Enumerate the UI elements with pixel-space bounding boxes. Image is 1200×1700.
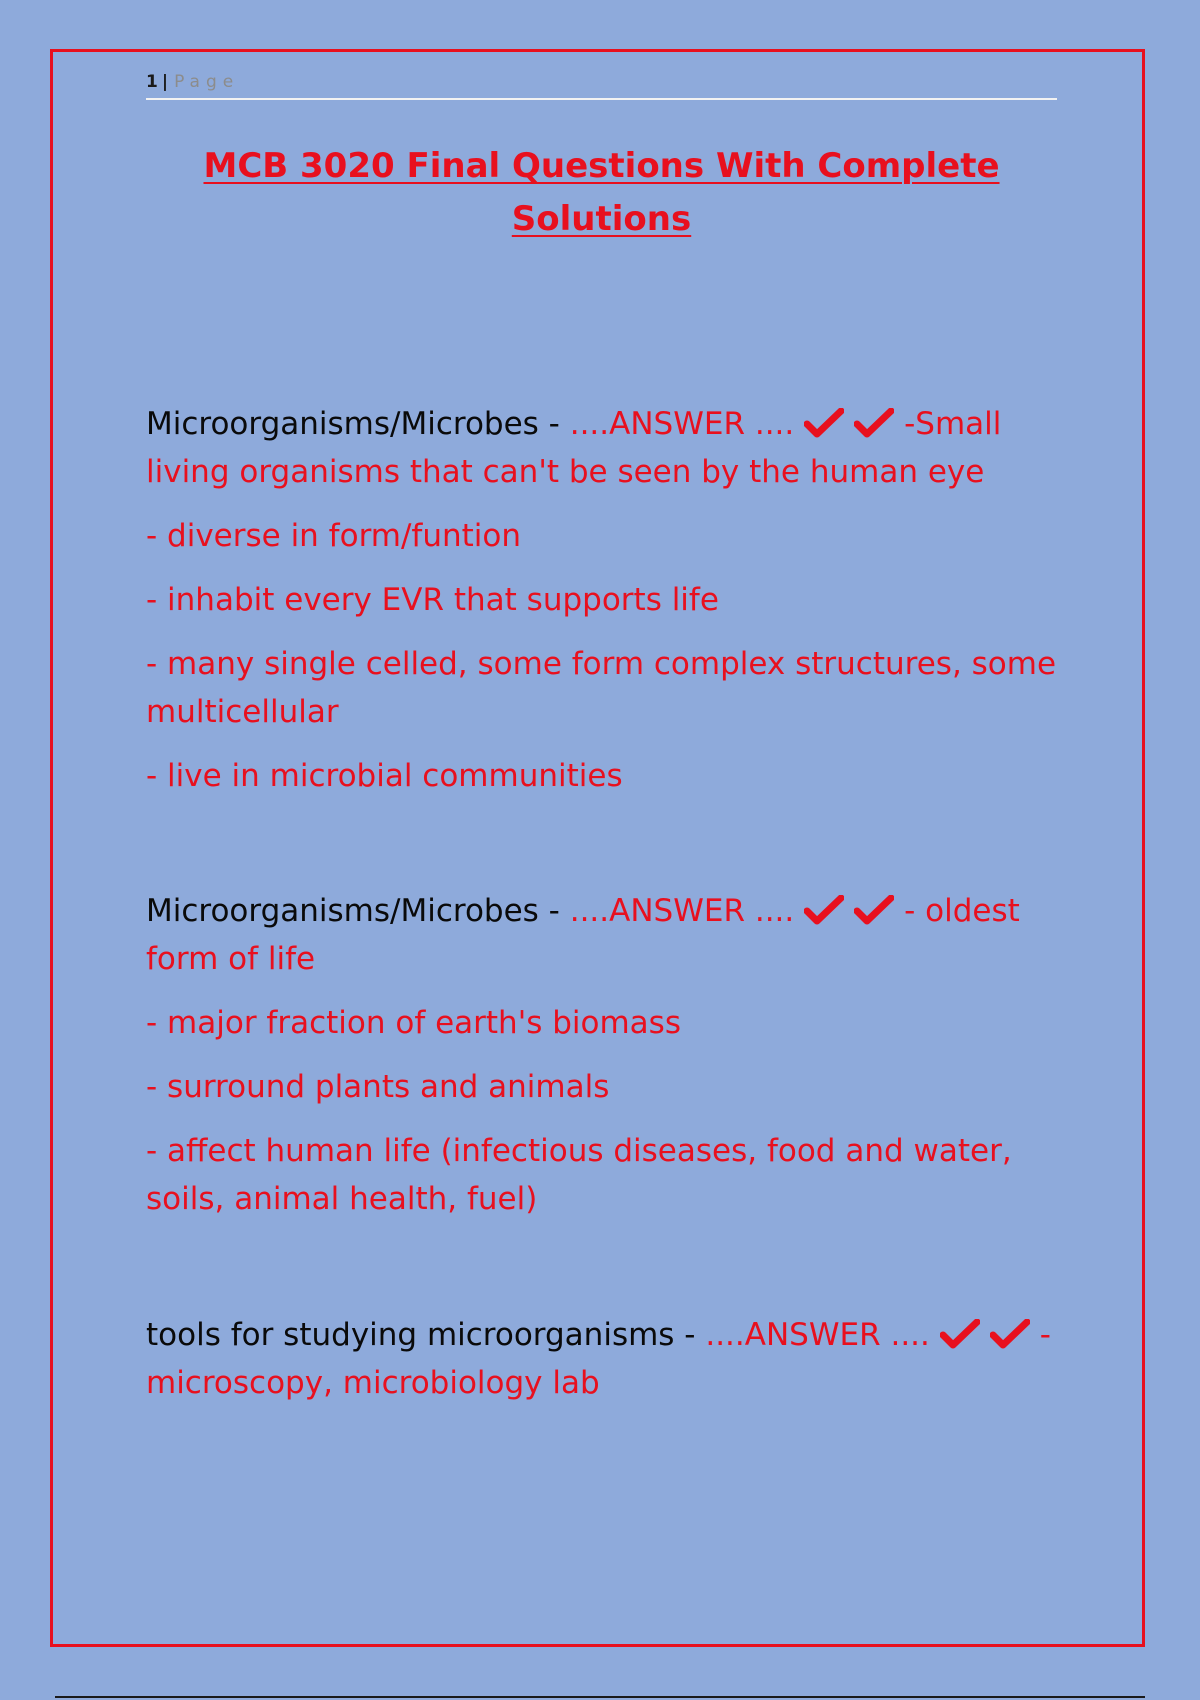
page-number: 1 [146, 72, 160, 92]
title-line-2: Solutions [511, 199, 692, 239]
answer-point: - live in microbial communities [146, 758, 623, 794]
answer-point: - diverse in form/funtion [146, 518, 521, 554]
title-line-1: MCB 3020 Final Questions With Complete [203, 146, 1000, 186]
answer-point: - surround plants and animals [146, 1069, 610, 1105]
checkmark-icon [854, 895, 894, 925]
answer-text: -Small living organisms that can't be seen by the human eye [146, 406, 1002, 490]
answer-point: - many single celled, some form complex structures, some multicellular [146, 646, 1057, 730]
qa-line [146, 400, 1066, 496]
footer-divider [55, 1696, 1145, 1698]
page-separator: | [161, 72, 169, 92]
checkmark-icon [990, 1319, 1030, 1349]
qa-item-1 [146, 400, 1066, 816]
question-text: tools for studying microorganisms - [146, 1317, 706, 1353]
qa-item-3 [146, 1311, 1066, 1423]
checkmark-icon [804, 408, 844, 438]
answer-point: - major fraction of earth's biomass [146, 1005, 681, 1041]
page-label: Page [174, 72, 240, 92]
document-title [146, 140, 1057, 246]
qa-line [146, 887, 1066, 983]
page-header [146, 70, 1057, 100]
answer-point: - inhabit every EVR that supports life [146, 582, 719, 618]
answer-text: -microscopy, microbiology lab [146, 1317, 1051, 1401]
question-text: Microorganisms/Microbes - [146, 406, 570, 442]
answer-marker: ....ANSWER .... [569, 893, 795, 929]
answer-marker: ....ANSWER .... [705, 1317, 930, 1353]
answer-point: - affect human life (infectious diseases, food and water, soils, animal health, fuel) [146, 1133, 1012, 1217]
qa-line [146, 1311, 1066, 1407]
qa-item-2 [146, 887, 1066, 1239]
answer-marker: ....ANSWER .... [569, 406, 795, 442]
checkmark-icon [854, 408, 894, 438]
answer-text: - oldest form of life [146, 893, 1020, 977]
checkmark-icon [804, 895, 844, 925]
question-text: Microorganisms/Microbes - [146, 893, 570, 929]
checkmark-icon [940, 1319, 980, 1349]
